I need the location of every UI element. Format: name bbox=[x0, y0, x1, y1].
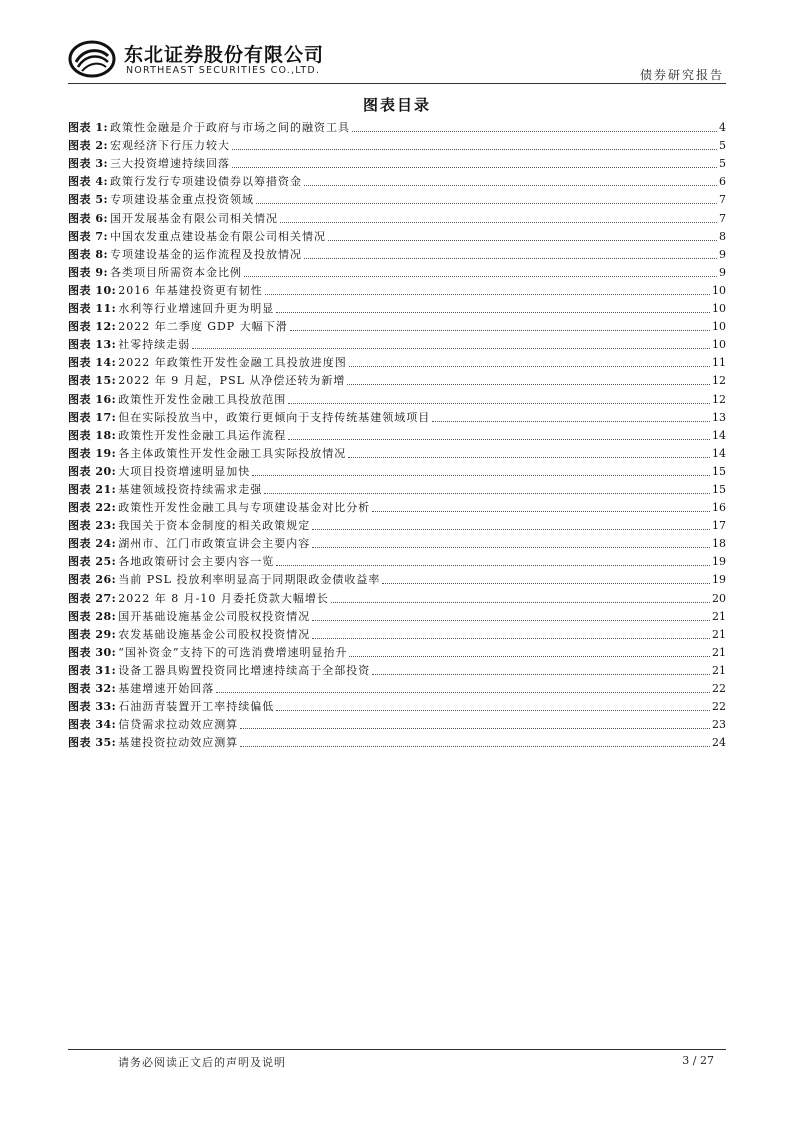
toc-dot-leader bbox=[192, 348, 710, 349]
toc-dot-leader bbox=[232, 167, 717, 168]
toc-dot-leader bbox=[372, 511, 710, 512]
toc-entry-label: 图表 9: bbox=[68, 265, 109, 279]
header-divider bbox=[68, 83, 726, 84]
toc-entry-page: 4 bbox=[719, 121, 726, 135]
toc-entry-title: 国开发展基金有限公司相关情况 bbox=[110, 211, 279, 225]
toc-entry[interactable] bbox=[68, 606, 726, 624]
toc-entry-label: 图表 2: bbox=[68, 139, 109, 153]
toc-dot-leader bbox=[312, 638, 710, 639]
toc-entry-label: 图表 15: bbox=[68, 374, 117, 388]
toc-dot-leader bbox=[432, 421, 710, 422]
toc-entry-title: 专项建设基金的运作流程及投放情况 bbox=[110, 247, 303, 261]
toc-entry-page: 21 bbox=[712, 627, 726, 641]
toc-entry-title: 社零持续走弱 bbox=[118, 338, 191, 352]
toc-entry-page: 19 bbox=[712, 555, 726, 569]
toc-dot-leader bbox=[304, 185, 717, 186]
toc-entry-label: 图表 19: bbox=[68, 446, 117, 460]
toc-entry-page: 17 bbox=[712, 519, 726, 533]
toc-entry-label: 图表 6: bbox=[68, 211, 109, 225]
toc-entry-label: 图表 14: bbox=[68, 356, 117, 370]
toc-dot-leader bbox=[232, 149, 717, 150]
toc-entry-label: 图表 34: bbox=[68, 718, 117, 732]
toc-dot-leader bbox=[349, 656, 710, 657]
toc-entry-page: 21 bbox=[712, 609, 726, 623]
toc-entry-label: 图表 22: bbox=[68, 501, 117, 515]
toc-dot-leader bbox=[276, 312, 710, 313]
toc-dot-leader bbox=[349, 366, 710, 367]
toc-dot-leader bbox=[348, 457, 710, 458]
toc-entry-page: 12 bbox=[712, 392, 726, 406]
toc-entry-title: 各主体政策性开发性金融工具实际投放情况 bbox=[118, 446, 347, 460]
toc-entry[interactable] bbox=[68, 298, 726, 316]
toc-entry-label: 图表 13: bbox=[68, 338, 117, 352]
toc-entry-page: 15 bbox=[712, 482, 726, 496]
toc-entry[interactable] bbox=[68, 153, 726, 171]
toc-entry-title: 2022 年二季度 GDP 大幅下滑 bbox=[118, 320, 288, 334]
toc-dot-leader bbox=[352, 131, 717, 132]
toc-entry-page: 10 bbox=[712, 302, 726, 316]
toc-entry-label: 图表 31: bbox=[68, 663, 117, 677]
toc-entry-title: 各类项目所需资本金比例 bbox=[110, 265, 243, 279]
toc-entry[interactable] bbox=[68, 388, 726, 406]
toc-entry-label: 图表 8: bbox=[68, 247, 109, 261]
toc-dot-leader bbox=[347, 384, 710, 385]
toc-entry[interactable] bbox=[68, 443, 726, 461]
toc-dot-leader bbox=[288, 439, 710, 440]
toc-entry-title: 中国农发重点建设基金有限公司相关情况 bbox=[110, 229, 327, 243]
toc-entry[interactable] bbox=[68, 732, 726, 750]
toc-dot-leader bbox=[304, 258, 717, 259]
toc-entry-label: 图表 12: bbox=[68, 320, 117, 334]
toc-entry-label: 图表 16: bbox=[68, 392, 117, 406]
toc-dot-leader bbox=[276, 710, 710, 711]
toc-dot-leader bbox=[276, 565, 710, 566]
toc-entry-page: 16 bbox=[712, 501, 726, 515]
toc-entry-label: 图表 4: bbox=[68, 175, 109, 189]
toc-entry-title: 大项目投资增速明显加快 bbox=[118, 464, 251, 478]
toc-entry-label: 图表 11: bbox=[68, 302, 117, 316]
toc-entry-label: 图表 29: bbox=[68, 627, 117, 641]
toc-entry[interactable] bbox=[68, 660, 726, 678]
toc-entry-title: 设备工器具购置投资同比增速持续高于全部投资 bbox=[118, 663, 371, 677]
toc-entry-label: 图表 5: bbox=[68, 193, 109, 207]
toc-title: 图表目录 bbox=[362, 96, 431, 114]
toc-entry-title: 2016 年基建投资更有韧性 bbox=[118, 283, 263, 297]
toc-dot-leader bbox=[264, 493, 710, 494]
toc-entry-label: 图表 23: bbox=[68, 519, 117, 533]
toc-entry-label: 图表 20: bbox=[68, 464, 117, 478]
toc-entry[interactable] bbox=[68, 624, 726, 642]
toc-entry[interactable] bbox=[68, 226, 726, 244]
toc-entry[interactable] bbox=[68, 696, 726, 714]
toc-entry[interactable] bbox=[68, 678, 726, 696]
toc-entry[interactable] bbox=[68, 207, 726, 225]
report-type: 债券研究报告 bbox=[639, 68, 724, 82]
toc-entry-title: 信贷需求拉动效应测算 bbox=[118, 718, 239, 732]
toc-entry-page: 11 bbox=[712, 356, 726, 370]
toc-dot-leader bbox=[256, 203, 717, 204]
toc-entry-page: 8 bbox=[719, 229, 726, 243]
toc-entry[interactable] bbox=[68, 479, 726, 497]
toc-entry-label: 图表 27: bbox=[68, 591, 117, 605]
toc-entry[interactable] bbox=[68, 425, 726, 443]
toc-dot-leader bbox=[280, 222, 717, 223]
page-number: 3 / 27 bbox=[682, 1054, 714, 1067]
toc-entry-label: 图表 32: bbox=[68, 682, 117, 695]
toc-entry[interactable] bbox=[68, 407, 726, 425]
toc-entry-title: 基建投资拉动效应测算 bbox=[118, 736, 239, 750]
toc-entry-page: 9 bbox=[719, 247, 726, 261]
toc-entry[interactable] bbox=[68, 189, 726, 207]
toc-entry-title: 三大投资增速持续回落 bbox=[110, 157, 231, 171]
toc-dot-leader bbox=[288, 403, 710, 404]
toc-entry-page: 6 bbox=[719, 175, 726, 189]
toc-entry[interactable] bbox=[68, 533, 726, 551]
toc-entry-page: 23 bbox=[712, 718, 726, 732]
toc-entry-title: 湖州市、江门市政策宣讲会主要内容 bbox=[118, 537, 311, 551]
toc-entry-page: 13 bbox=[712, 410, 726, 424]
toc-entry-label: 图表 17: bbox=[68, 410, 117, 424]
toc-entry-title: 政策性开发性金融工具投放范围 bbox=[118, 392, 287, 406]
toc-dot-leader bbox=[312, 620, 710, 621]
toc-entry-title: 当前 PSL 投放利率明显高于同期限政金债收益率 bbox=[118, 573, 381, 587]
toc-entry[interactable] bbox=[68, 569, 726, 587]
toc-dot-leader bbox=[372, 674, 710, 675]
footer-divider bbox=[68, 1049, 726, 1050]
toc-entry-page: 18 bbox=[712, 537, 726, 551]
toc-entry[interactable] bbox=[68, 642, 726, 660]
toc-entry-label: 图表 33: bbox=[68, 700, 117, 714]
toc-entry-label: 图表 7: bbox=[68, 229, 109, 243]
toc-entry-title: 政策性开发性金融工具与专项建设基金对比分析 bbox=[118, 501, 371, 515]
toc-entry[interactable] bbox=[68, 587, 726, 605]
toc-entry[interactable] bbox=[68, 171, 726, 189]
toc-entry-page: 10 bbox=[712, 320, 726, 334]
toc-entry[interactable] bbox=[68, 461, 726, 479]
toc-dot-leader bbox=[331, 602, 710, 603]
toc-entry-page: 21 bbox=[712, 663, 726, 677]
toc-entry-label: 图表 24: bbox=[68, 537, 117, 551]
toc-entry-page: 9 bbox=[719, 265, 726, 279]
toc-entry-page: 7 bbox=[719, 211, 726, 225]
toc-dot-leader bbox=[290, 330, 710, 331]
toc-dot-leader bbox=[265, 294, 710, 295]
toc-entry[interactable] bbox=[68, 370, 726, 388]
toc-dot-leader bbox=[382, 583, 710, 584]
toc-entry-title: 2022 年 8 月-10 月委托贷款大幅增长 bbox=[118, 591, 329, 605]
toc-entry-page: 24 bbox=[712, 736, 726, 750]
toc-entry-label: 图表 25: bbox=[68, 555, 117, 569]
toc-entry-page: 22 bbox=[712, 700, 726, 714]
toc-entry-page: 14 bbox=[712, 446, 726, 460]
toc-entry[interactable] bbox=[68, 262, 726, 280]
toc-dot-leader bbox=[328, 240, 717, 241]
toc-entry[interactable] bbox=[68, 135, 726, 153]
toc-entry[interactable] bbox=[68, 316, 726, 334]
toc-entry[interactable] bbox=[68, 515, 726, 533]
toc-entry-title: 水利等行业增速回升更为明显 bbox=[118, 302, 275, 316]
toc-entry-label: 图表 1: bbox=[68, 121, 109, 135]
toc-dot-leader bbox=[312, 529, 710, 530]
toc-entry-label: 图表 28: bbox=[68, 609, 117, 623]
toc-entry-label: 图表 35: bbox=[68, 736, 117, 750]
toc-entry-page: 20 bbox=[712, 591, 726, 605]
toc-entry[interactable] bbox=[68, 280, 726, 298]
toc-entry-page: 15 bbox=[712, 464, 726, 478]
toc-entry-title: 国开基础设施基金公司股权投资情况 bbox=[118, 609, 311, 623]
toc-entry-title: 2022 年政策性开发性金融工具投放进度图 bbox=[118, 356, 347, 370]
toc-entry-title: 我国关于资本金制度的相关政策规定 bbox=[118, 519, 311, 533]
footer-disclaimer-note: 请务必阅读正文后的声明及说明 bbox=[118, 1056, 286, 1069]
company-name-en: NORTHEAST SECURITIES CO.,LTD. bbox=[126, 65, 321, 76]
toc-entry[interactable] bbox=[68, 244, 726, 262]
toc-dot-leader bbox=[240, 746, 710, 747]
toc-entry-page: 10 bbox=[712, 338, 726, 352]
toc-entry-label: 图表 26: bbox=[68, 573, 117, 587]
toc-entry-title: 基建领域投资持续需求走强 bbox=[118, 482, 263, 496]
toc-entry-title: 政策性金融是介于政府与市场之间的融资工具 bbox=[110, 121, 351, 135]
toc-entry-title: 各地政策研讨会主要内容一览 bbox=[118, 555, 275, 569]
toc-entry-page: 21 bbox=[712, 645, 726, 659]
toc-entry-title: “国补资金”支持下的可选消费增速明显抬升 bbox=[118, 645, 348, 659]
toc-entry-page: 19 bbox=[712, 573, 726, 587]
toc-entry-page: 22 bbox=[712, 682, 726, 695]
company-name-cn: 东北证券股份有限公司 bbox=[124, 44, 325, 66]
toc-entry-title: 农发基础设施基金公司股权投资情况 bbox=[118, 627, 311, 641]
toc-entry-label: 图表 30: bbox=[68, 645, 117, 659]
toc-entry-title: 但在实际投放当中，政策行更倾向于支持传统基建领域项目 bbox=[118, 410, 431, 424]
toc-entry[interactable] bbox=[68, 117, 726, 135]
toc-entry-title: 石油沥青装置开工率持续偏低 bbox=[118, 700, 275, 714]
toc-dot-leader bbox=[240, 728, 710, 729]
figure-table-of-contents bbox=[68, 117, 726, 750]
toc-entry-title: 政策性开发性金融工具运作流程 bbox=[118, 428, 287, 442]
toc-entry-page: 7 bbox=[719, 193, 726, 207]
toc-entry-label: 图表 18: bbox=[68, 428, 117, 442]
toc-entry[interactable] bbox=[68, 334, 726, 352]
toc-entry-title: 专项建设基金重点投资领域 bbox=[110, 193, 255, 207]
toc-entry-page: 5 bbox=[719, 139, 726, 153]
toc-dot-leader bbox=[252, 475, 710, 476]
toc-dot-leader bbox=[216, 692, 710, 693]
toc-entry-page: 10 bbox=[712, 283, 726, 297]
toc-entry-title: 2022 年 9 月起，PSL 从净偿还转为新增 bbox=[118, 374, 346, 388]
toc-entry[interactable] bbox=[68, 497, 726, 515]
toc-entry[interactable] bbox=[68, 551, 726, 569]
toc-entry[interactable] bbox=[68, 352, 726, 370]
toc-entry-page: 12 bbox=[712, 374, 726, 388]
page-header bbox=[68, 38, 726, 82]
toc-entry-label: 图表 10: bbox=[68, 283, 117, 297]
toc-entry-label: 图表 3: bbox=[68, 157, 109, 171]
toc-dot-leader bbox=[312, 547, 710, 548]
toc-entry-page: 5 bbox=[719, 157, 726, 171]
toc-dot-leader bbox=[244, 276, 717, 277]
toc-entry-page: 14 bbox=[712, 428, 726, 442]
toc-entry-title: 宏观经济下行压力较大 bbox=[110, 139, 231, 153]
toc-entry[interactable] bbox=[68, 714, 726, 732]
northeast-securities-logo-icon bbox=[68, 40, 116, 78]
toc-entry-label: 图表 21: bbox=[68, 482, 117, 496]
toc-entry-title: 政策行发行专项建设债券以筹措资金 bbox=[110, 175, 303, 189]
toc-entry-title: 基建增速开始回落 bbox=[118, 682, 215, 695]
